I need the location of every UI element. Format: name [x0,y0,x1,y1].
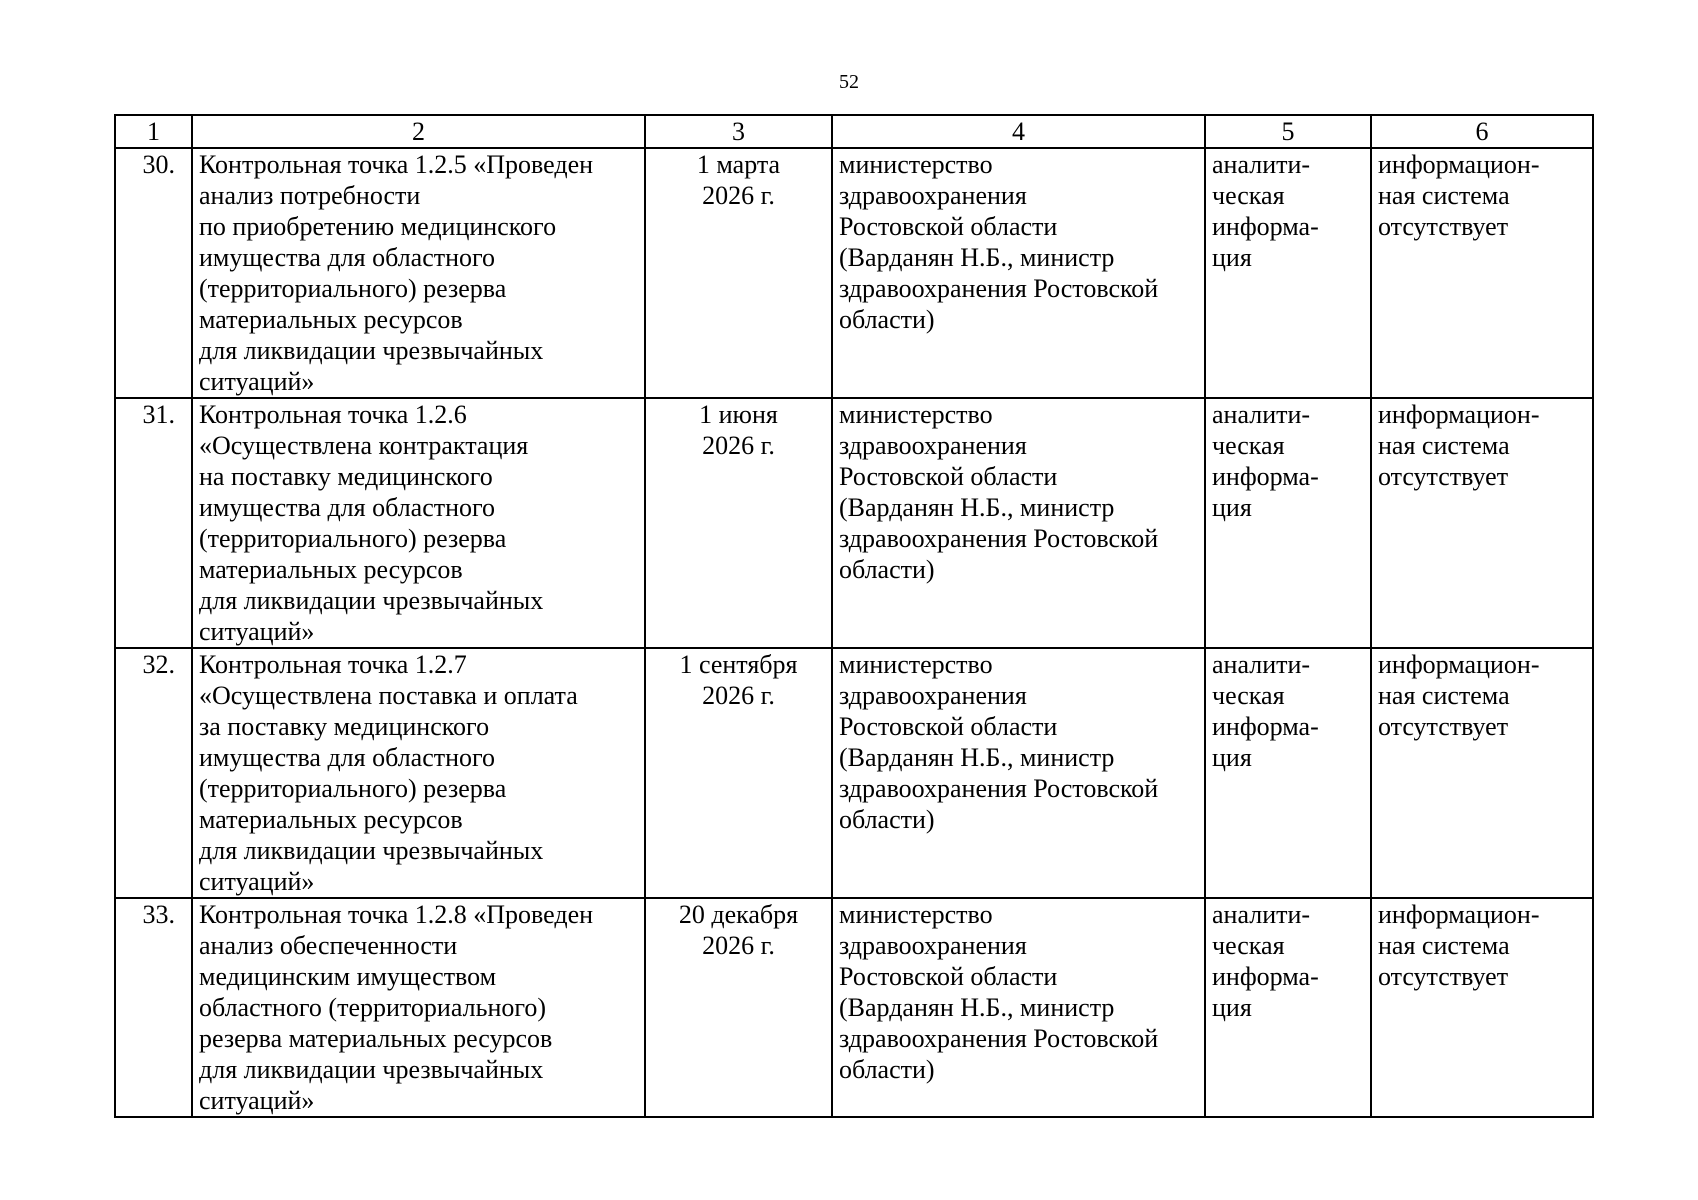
column-header-3: 3 [645,115,832,148]
page-number: 52 [839,71,859,93]
information-system: информацион- ная система отсутствует [1371,398,1593,648]
information-system: информацион- ная система отсутствует [1371,148,1593,398]
responsible-executor: министерство здравоохранения Ростовской области (Варданян Н.Б., министр здравоохранения Ростовской области) [832,648,1205,898]
information-system: информацион- ная система отсутствует [1371,648,1593,898]
control-point-description: Контрольная точка 1.2.7 «Осуществлена поставка и оплата за поставку медицинского имущества для областного (территориального) резерва материальных ресурсов для ликвидации чрезвычайных ситуаций» [192,648,645,898]
responsible-executor: министерство здравоохранения Ростовской области (Варданян Н.Б., министр здравоохранения Ростовской области) [832,898,1205,1117]
row-number: 31. [115,398,192,648]
column-header-1: 1 [115,115,192,148]
control-point-description: Контрольная точка 1.2.5 «Проведен анализ потребности по приобретению медицинского имущества для областного (территориального) резерва материальных ресурсов для ликвидации чрезвычайных ситуаций» [192,148,645,398]
table-row [115,148,1593,398]
deadline-date: 1 сентября 2026 г. [645,648,832,898]
document-type: аналити- ческая информа- ция [1205,398,1371,648]
information-system: информацион- ная система отсутствует [1371,898,1593,1117]
table-row [115,398,1593,648]
document-type: аналити- ческая информа- ция [1205,898,1371,1117]
table-row [115,898,1593,1117]
responsible-executor: министерство здравоохранения Ростовской области (Варданян Н.Б., министр здравоохранения Ростовской области) [832,148,1205,398]
column-header-6: 6 [1371,115,1593,148]
column-header-4: 4 [832,115,1205,148]
row-number: 30. [115,148,192,398]
deadline-date: 1 июня 2026 г. [645,398,832,648]
responsible-executor: министерство здравоохранения Ростовской области (Варданян Н.Б., министр здравоохранения Ростовской области) [832,398,1205,648]
control-point-description: Контрольная точка 1.2.6 «Осуществлена контрактация на поставку медицинского имущества для областного (территориального) резерва материальных ресурсов для ликвидации чрезвычайных ситуаций» [192,398,645,648]
column-header-5: 5 [1205,115,1371,148]
row-number: 32. [115,648,192,898]
row-number: 33. [115,898,192,1117]
deadline-date: 20 декабря 2026 г. [645,898,832,1117]
deadline-date: 1 марта 2026 г. [645,148,832,398]
table-row [115,648,1593,898]
control-point-description: Контрольная точка 1.2.8 «Проведен анализ обеспеченности медицинским имуществом областного (территориального) резерва материальных ресурсов для ликвидации чрезвычайных ситуаций» [192,898,645,1117]
document-type: аналити- ческая информа- ция [1205,148,1371,398]
table-header-row [115,115,1593,148]
document-type: аналити- ческая информа- ция [1205,648,1371,898]
column-header-2: 2 [192,115,645,148]
control-points-table [114,114,1594,1118]
